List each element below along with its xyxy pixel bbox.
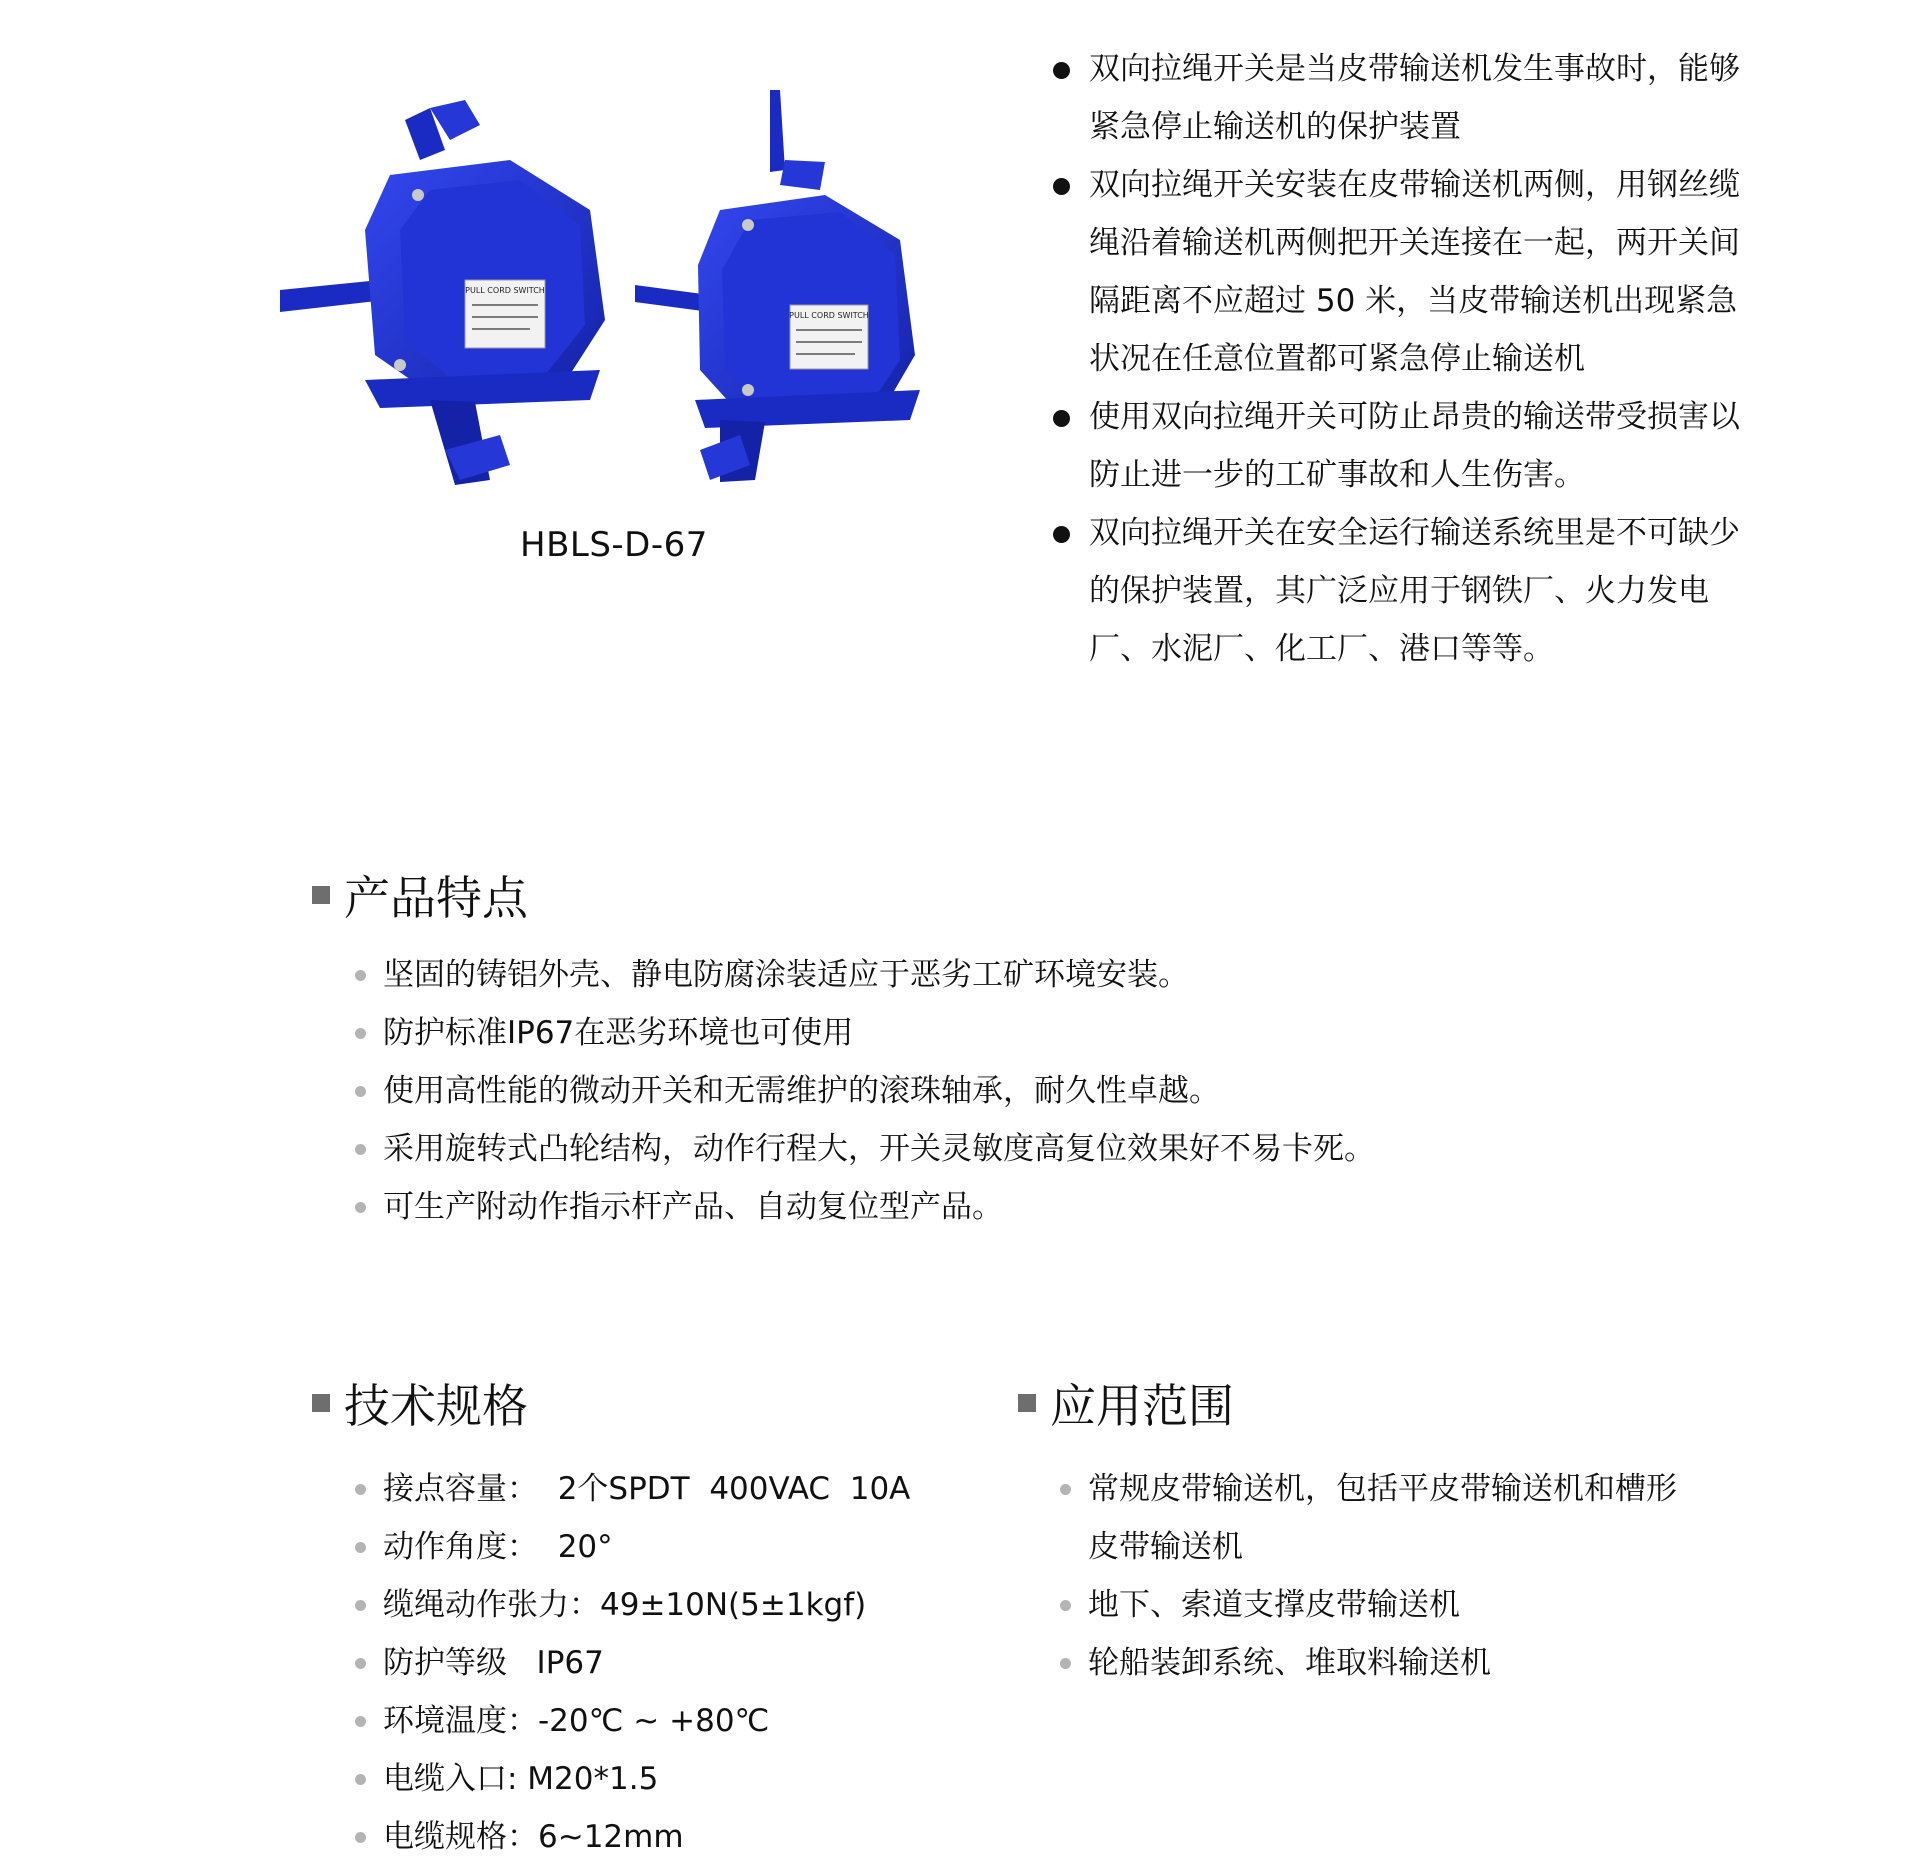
bullet-dot-icon	[355, 1600, 366, 1611]
bullet-dot-icon	[1053, 62, 1070, 79]
bullet-dot-icon	[355, 1202, 366, 1213]
intro-item: 双向拉绳开关安装在皮带输送机两侧，用钢丝缆绳沿着输送机两侧把开关连接在一起，两开关间隔距离不应超过 50 米，当皮带输送机出现紧急状况在任意位置都可紧急停止输送机	[1053, 156, 1743, 388]
application-item: 常规皮带输送机，包括平皮带输送机和槽形皮带输送机	[1060, 1460, 1700, 1576]
bullet-dot-icon	[355, 1774, 366, 1785]
square-bullet-icon	[1018, 1394, 1036, 1412]
bullet-dot-icon	[1053, 526, 1070, 543]
bullet-dot-icon	[1060, 1484, 1071, 1495]
pull-cord-switch-left	[280, 100, 605, 485]
feature-item: 可生产附动作指示杆产品、自动复位型产品。	[355, 1178, 1655, 1236]
spec-item: 电缆入口: M20*1.5	[355, 1750, 995, 1808]
spec-item: 接点容量： 2个SPDT 400VAC 10A	[355, 1460, 995, 1518]
bullet-dot-icon	[355, 1716, 366, 1727]
nameplate-text-left: PULL CORD SWITCH	[465, 286, 545, 295]
spec-item: 防护等级 IP67	[355, 1634, 995, 1692]
intro-item: 双向拉绳开关在安全运行输送系统里是不可缺少的保护装置，其广泛应用于钢铁厂、火力发电厂、水泥厂、化工厂、港口等等。	[1053, 504, 1743, 678]
spec-item: 动作角度： 20°	[355, 1518, 995, 1576]
bullet-dot-icon	[355, 1484, 366, 1495]
features-list	[355, 946, 1655, 1236]
bullet-dot-icon	[1060, 1658, 1071, 1669]
feature-item: 使用高性能的微动开关和无需维护的滚珠轴承，耐久性卓越。	[355, 1062, 1655, 1120]
spec-item: 电缆规格：6~12mm	[355, 1808, 995, 1866]
application-item: 轮船装卸系统、堆取料输送机	[1060, 1634, 1700, 1692]
intro-item: 使用双向拉绳开关可防止昂贵的输送带受损害以防止进一步的工矿事故和人生伤害。	[1053, 388, 1743, 504]
product-model-label: HBLS-D-67	[520, 525, 708, 565]
bullet-dot-icon	[355, 1144, 366, 1155]
product-image	[280, 90, 950, 490]
pull-cord-switch-right	[635, 90, 920, 482]
feature-item: 防护标准IP67在恶劣环境也可使用	[355, 1004, 1655, 1062]
bullet-dot-icon	[1053, 410, 1070, 427]
bullet-dot-icon	[1053, 178, 1070, 195]
square-bullet-icon	[312, 1394, 330, 1412]
specs-heading: 技术规格	[312, 1370, 528, 1436]
bullet-dot-icon	[355, 1832, 366, 1843]
intro-item: 双向拉绳开关是当皮带输送机发生事故时，能够紧急停止输送机的保护装置	[1053, 40, 1743, 156]
feature-item: 采用旋转式凸轮结构，动作行程大，开关灵敏度高复位效果好不易卡死。	[355, 1120, 1655, 1178]
applications-heading: 应用范围	[1018, 1370, 1234, 1436]
bullet-dot-icon	[1060, 1600, 1071, 1611]
intro-list	[1053, 40, 1743, 678]
features-heading: 产品特点	[312, 862, 528, 928]
square-bullet-icon	[312, 886, 330, 904]
specs-list	[355, 1460, 995, 1866]
bullet-dot-icon	[355, 1086, 366, 1097]
nameplate-text-right: PULL CORD SWITCH	[789, 311, 869, 320]
bullet-dot-icon	[355, 1028, 366, 1039]
bullet-dot-icon	[355, 1658, 366, 1669]
bullet-dot-icon	[355, 970, 366, 981]
feature-item: 坚固的铸铝外壳、静电防腐涂装适应于恶劣工矿环境安装。	[355, 946, 1655, 1004]
spec-item: 环境温度：-20℃ ~ +80℃	[355, 1692, 995, 1750]
applications-list	[1060, 1460, 1700, 1692]
application-item: 地下、索道支撑皮带输送机	[1060, 1576, 1700, 1634]
spec-item: 缆绳动作张力：49±10N(5±1kgf)	[355, 1576, 995, 1634]
bullet-dot-icon	[355, 1542, 366, 1553]
